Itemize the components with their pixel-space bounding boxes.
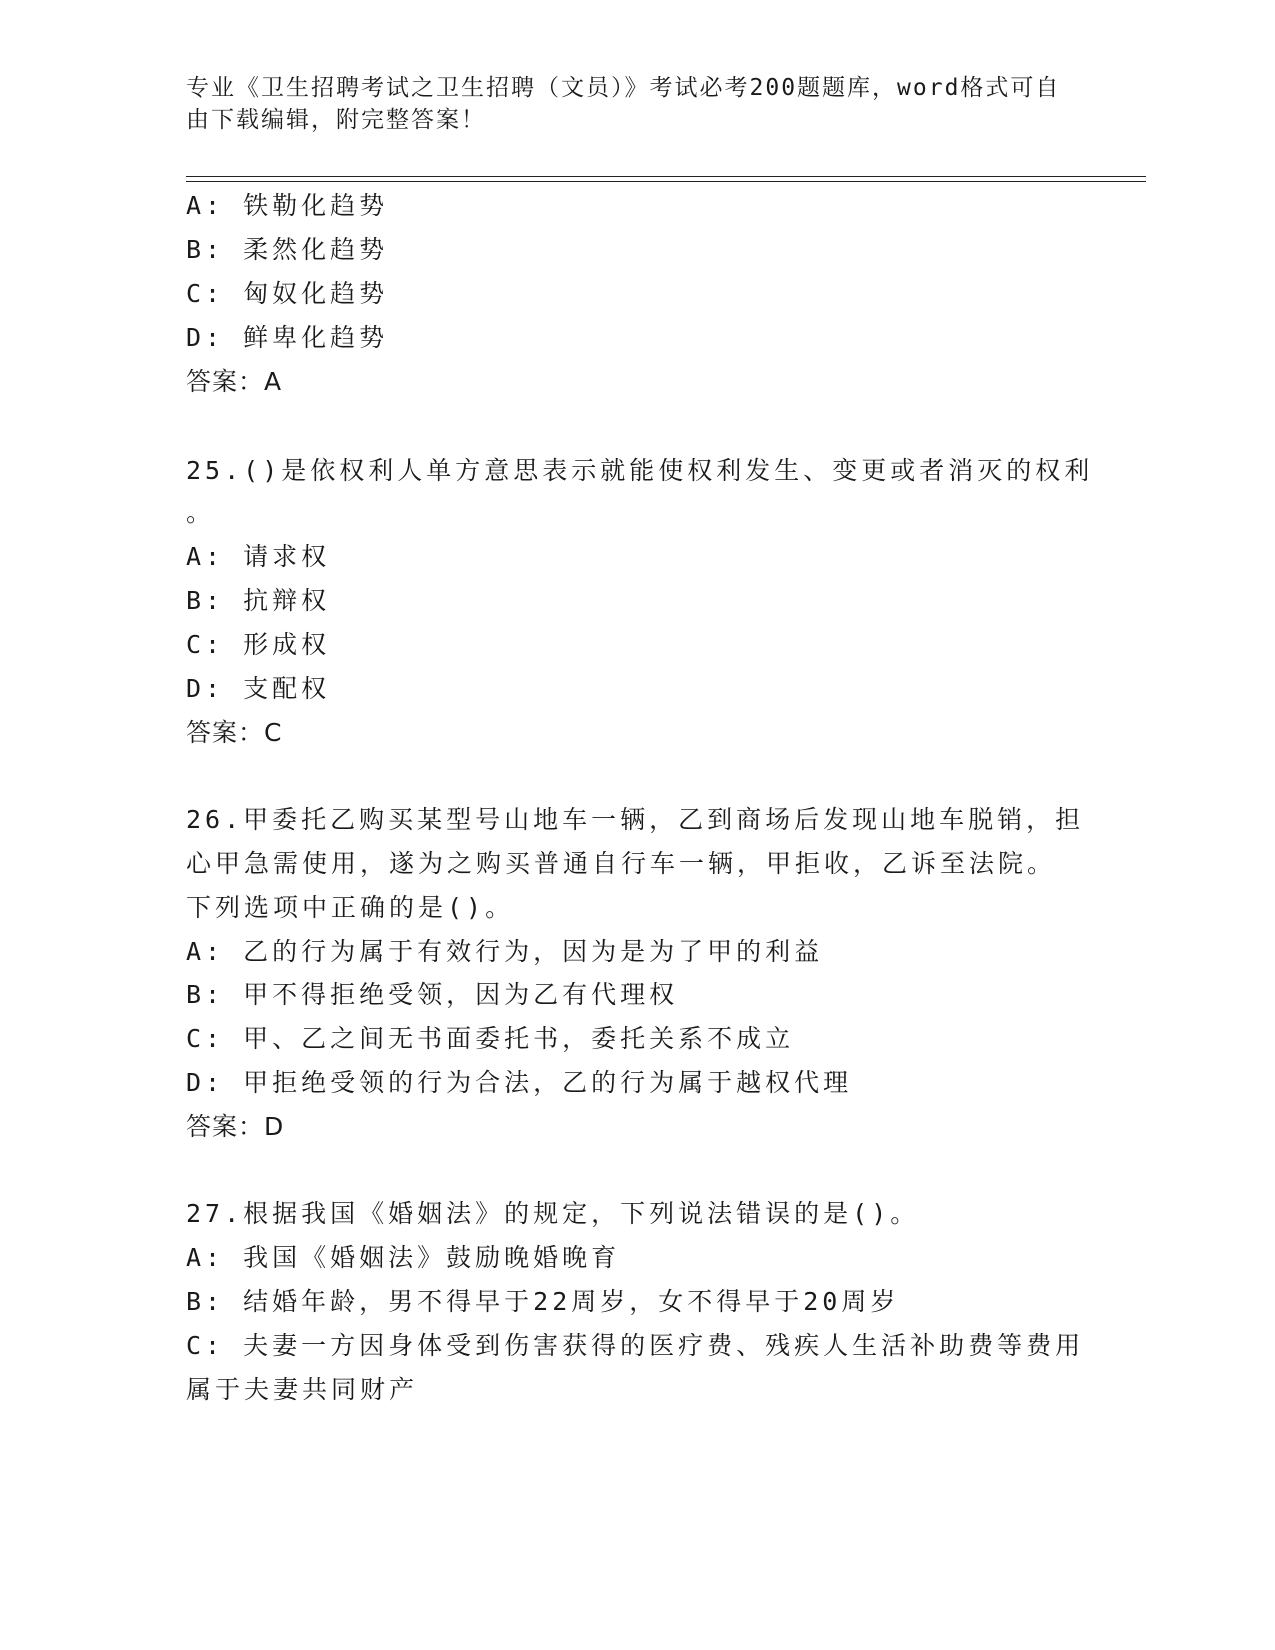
option-b: B: 抗辩权 [186,586,331,615]
option-b: B: 结婚年龄，男不得早于22周岁，女不得早于20周岁 [186,1287,900,1316]
header-line-1: 专业《卫生招聘考试之卫生招聘（文员）》考试必考200题题库，word格式可自 [186,75,1061,101]
answer-label: 答案：C [186,718,283,747]
option-d: D: 甲拒绝受领的行为合法，乙的行为属于越权代理 [186,1068,853,1097]
question-stem-line: 。 [186,498,216,527]
option-b: B: 柔然化趋势 [186,235,389,264]
answer-label: 答案：D [186,1112,285,1141]
option-c-continued: 属于夫妻共同财产 [186,1375,419,1404]
answer-label: 答案：A [186,367,283,396]
header-line-2: 由下载编辑，附完整答案！ [186,107,486,133]
document-header [186,72,1066,136]
option-c: C: 形成权 [186,630,331,659]
option-c: C: 匈奴化趋势 [186,279,389,308]
option-b: B: 甲不得拒绝受领，因为乙有代理权 [186,980,679,1009]
option-d: D: 鲜卑化趋势 [186,323,389,352]
question-stem-line: 心甲急需使用，遂为之购买普通自行车一辆，甲拒收，乙诉至法院。 [186,849,1057,878]
header-divider-bottom [186,181,1146,182]
question-stem-line: 下列选项中正确的是()。 [186,893,515,922]
question-stem-line: 26.甲委托乙购买某型号山地车一辆，乙到商场后发现山地车脱销，担 [186,805,1085,834]
option-a: A: 铁勒化趋势 [186,191,389,220]
header-divider-top [186,176,1146,177]
option-a: A: 乙的行为属于有效行为，因为是为了甲的利益 [186,937,824,966]
question-stem-line: 27.根据我国《婚姻法》的规定，下列说法错误的是()。 [186,1199,920,1228]
option-d: D: 支配权 [186,674,331,703]
option-a: A: 请求权 [186,542,331,571]
option-a: A: 我国《婚姻法》鼓励晚婚晚育 [186,1243,621,1272]
option-c: C: 甲、乙之间无书面委托书，委托关系不成立 [186,1024,795,1053]
option-c: C: 夫妻一方因身体受到伤害获得的医疗费、残疾人生活补助费等费用 [186,1331,1085,1360]
question-stem-line: 25.()是依权利人单方意思表示就能使权利发生、变更或者消灭的权利 [186,456,1094,485]
